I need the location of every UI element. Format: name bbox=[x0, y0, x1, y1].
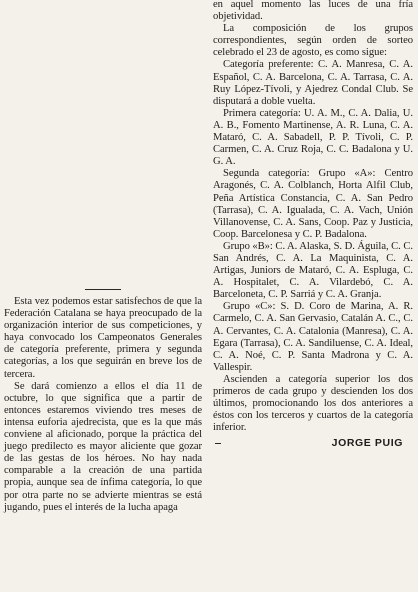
article-paragraph: Primera categoría: U. A. M., C. A. Dalia, U. A. B., Fomento Martinense, A. R. Luna, C. A. Mataró, C. A. Sabadell, P. P. Tívoli, C. P. Carmen, C. A. Cruz Roja, C. C. Badalona y U. G. A. bbox=[213, 107, 413, 168]
article-paragraph: Esta vez podemos estar satisfechos de que la Federación Catalana se haya preocupado de la organización interior de sus competiciones, y haya convocado los Campeonatos Generales de categoría preferente, primera y segunda categorías, a los que seguirán en breve los de tercera. bbox=[4, 296, 202, 380]
end-dash bbox=[215, 443, 221, 444]
article-paragraph: Se dará comienzo a ellos el día 11 de octubre, lo que significa que a partir de entonces estaremos viviendo tres meses de intensa euforia ajedrecista, que es la que más conviene al aficionado, porque la práctica del juego predilecto es mayor aliciente que gozar de las gestas de los héroes. No hay nada comparable a la creación de una partida propia, aunque sea de ínfima categoría, lo que por otra parte no se advierte mientras se está jugando, pues el interés de la lucha apaga bbox=[4, 380, 202, 513]
right-column bbox=[213, 0, 413, 449]
article-paragraph: Ascienden a categoría superior los dos primeros de cada grupo y descienden los dos últimos, promocionando los dos anteriores a éstos con los terceros y cuartos de la categoría inferior. bbox=[213, 373, 413, 434]
article-paragraph: Segunda categoría: Grupo «A»: Centro Aragonés, C. A. Colblanch, Horta Alfil Club, Peña Artística Constancia, C. A. San Pedro (Tarrasa), C. A. Igualada, C. A. Vach, Unión Villanovense, C. A. Sans, Coop. Paz y Justicia, Coop. Barcelonesa y C. P. Badalona. bbox=[213, 168, 413, 240]
signature-row bbox=[213, 437, 413, 449]
author-signature: JORGE PUIG bbox=[331, 437, 403, 450]
article-paragraph: Grupo «C»: S. D. Coro de Marina, A. R. Carmelo, C. A. San Gervasio, Catalán A. C., C. A. Cervantes, C. A. Catalonia (Manresa), C. A. Egara (Tarrasa), C. A. Sandiluense, C. A. Ideal, C. A. Noé, C. P. Santa Madrona y C. A. Vallespir. bbox=[213, 301, 413, 373]
article-paragraph: Grupo «B»: C. A. Alaska, S. D. Águila, C. C. San Andrés, C. A. La Maquinista, C. A. Artigas, Juniors de Mataró, C. A. Espluga, C. A. Hospitalet, C. A. Vilardebó, C. A. Barceloneta, C. P. Sarriá y C. A. Granja. bbox=[213, 240, 413, 301]
left-column bbox=[4, 289, 202, 514]
section-divider bbox=[85, 289, 121, 290]
article-paragraph: La composición de los grupos correspondientes, según orden de sorteo celebrado el 23 de agosto, es como sigue: bbox=[213, 23, 413, 59]
article-paragraph: Categoría preferente: C. A. Manresa, C. A. Español, C. A. Barcelona, C. A. Tarrasa, C. A. Ruy López-Tívoli, y Ajedrez Condal Club. Se disputará a doble vuelta. bbox=[213, 59, 413, 107]
article-paragraph: en aquel momento las luces de una fría objetividad. bbox=[213, 0, 413, 23]
